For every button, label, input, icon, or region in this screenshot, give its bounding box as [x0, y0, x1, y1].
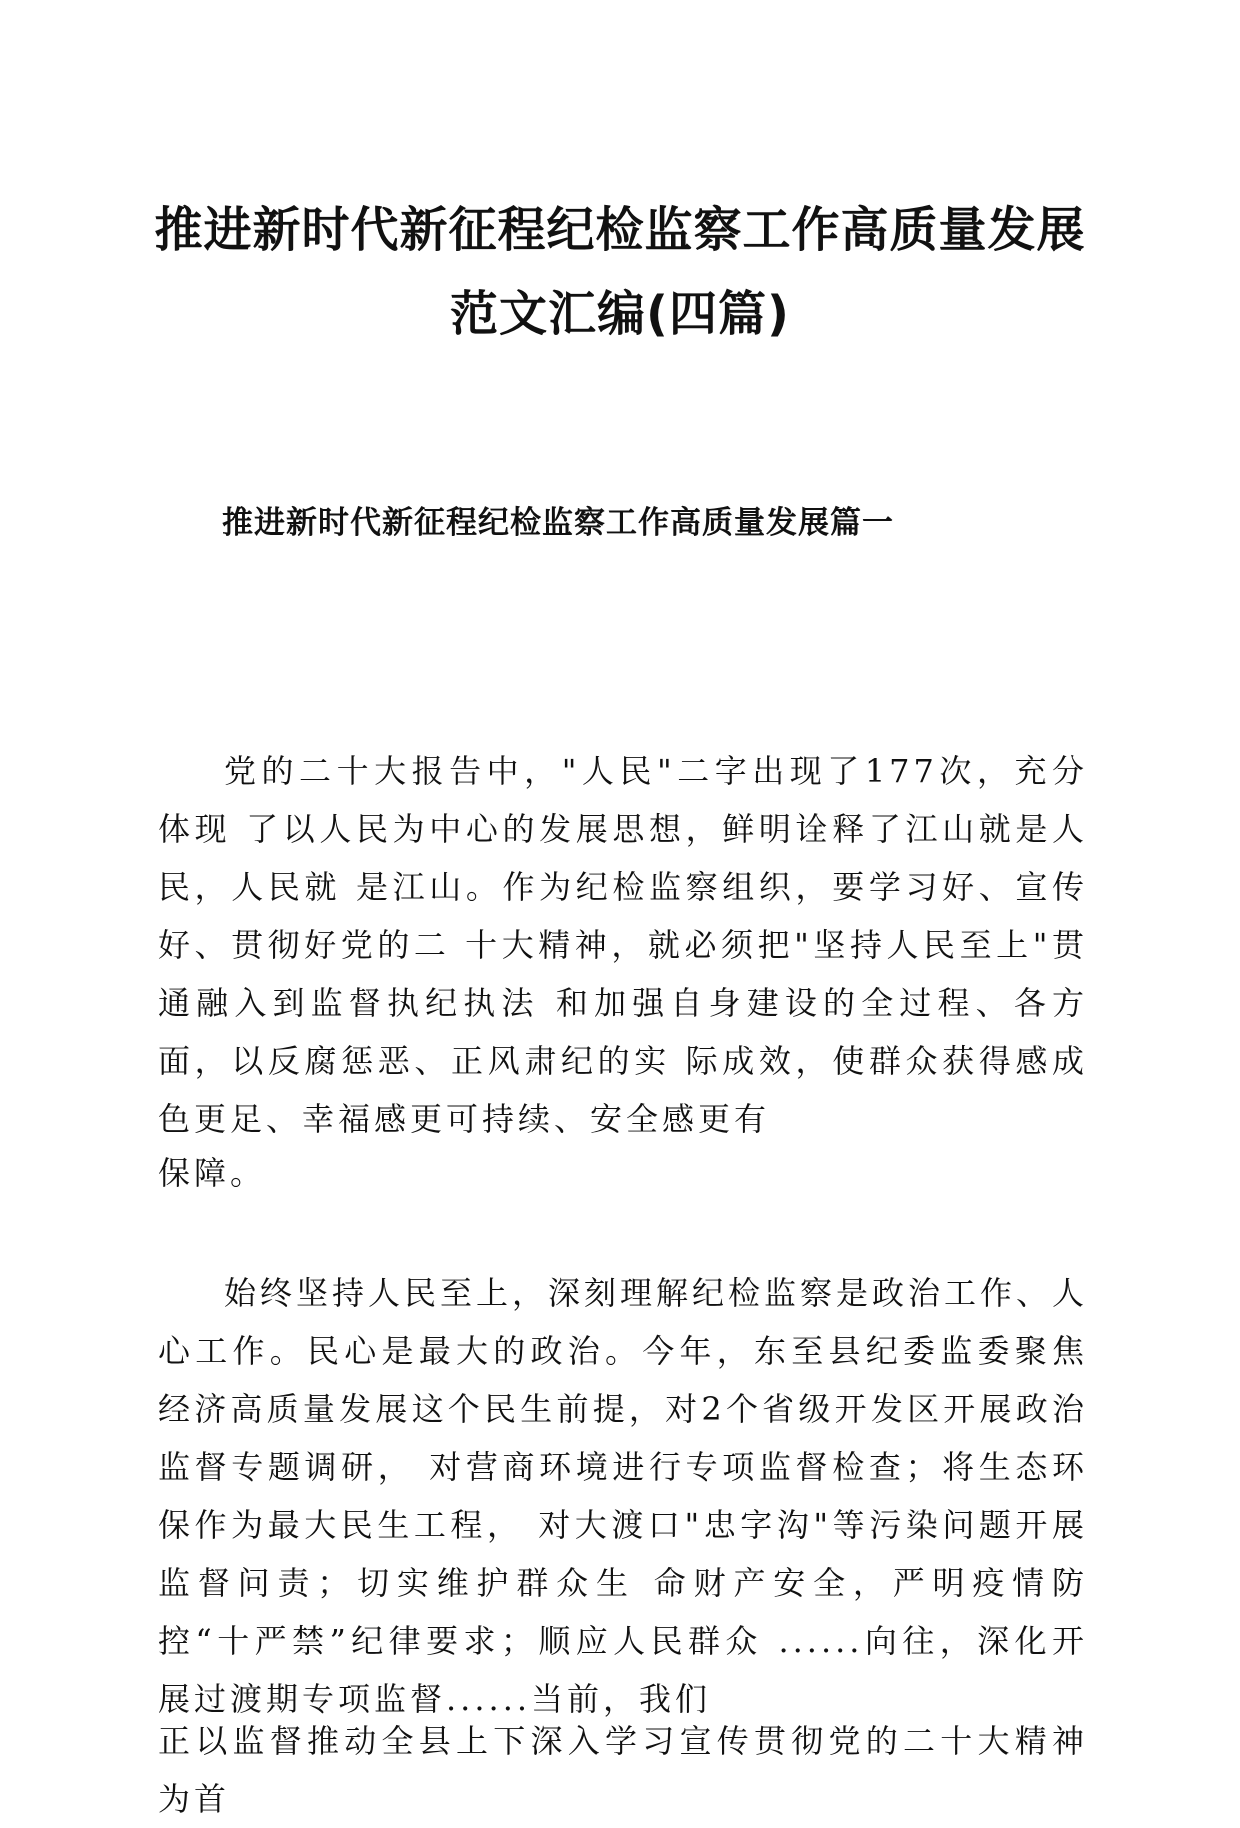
paragraph-2: 始终坚持人民至上，深刻理解纪检监察是政治工作、人心工作。民心是最大的政治。今年，东至县纪委监委聚焦经济高质量发展这个民生前提，对2个省级开发区开展政治监督专题调研， 对营商环境进行专项监督检查；将生态环保作为最大民生工程， 对大渡口"忠字沟"等污染问题开展监督问责；切实维护群众生 命财产安全，严明疫情防控“十严禁”纪律要求；顺应人民群众 ......向往，深化开展过渡期专项监督......当前，我们 — [158, 1274, 1089, 1718]
document-title-line2: 范文汇编(四篇) — [450, 286, 790, 342]
paragraph-1: 党的二十大报告中，"人民"二字出现了177次，充分体现 了以人民为中心的发展思想，鲜明诠释了江山就是人民，人民就 是江山。作为纪检监察组织，要学习好、宣传好、贯彻好党的二 十大精神，就必须把"坚持人民至上"贯通融入到监督执纪执法 和加强自身建设的全过程、各方面，以反腐惩恶、正风肃纪的实 际成效，使群众获得感成色更足、幸福感更可持续、安全感更有 — [158, 752, 1088, 1138]
paragraph-1-tail: 保障。 — [158, 1154, 267, 1192]
section-heading: 推进新时代新征程纪检监察工作高质量发展篇一 — [222, 505, 894, 541]
document-title-line1: 推进新时代新征程纪检监察工作高质量发展 — [154, 202, 1086, 258]
paragraph-3: 正以监督推动全县上下深入学习宣传贯彻党的二十大精神为首 — [158, 1722, 1088, 1818]
